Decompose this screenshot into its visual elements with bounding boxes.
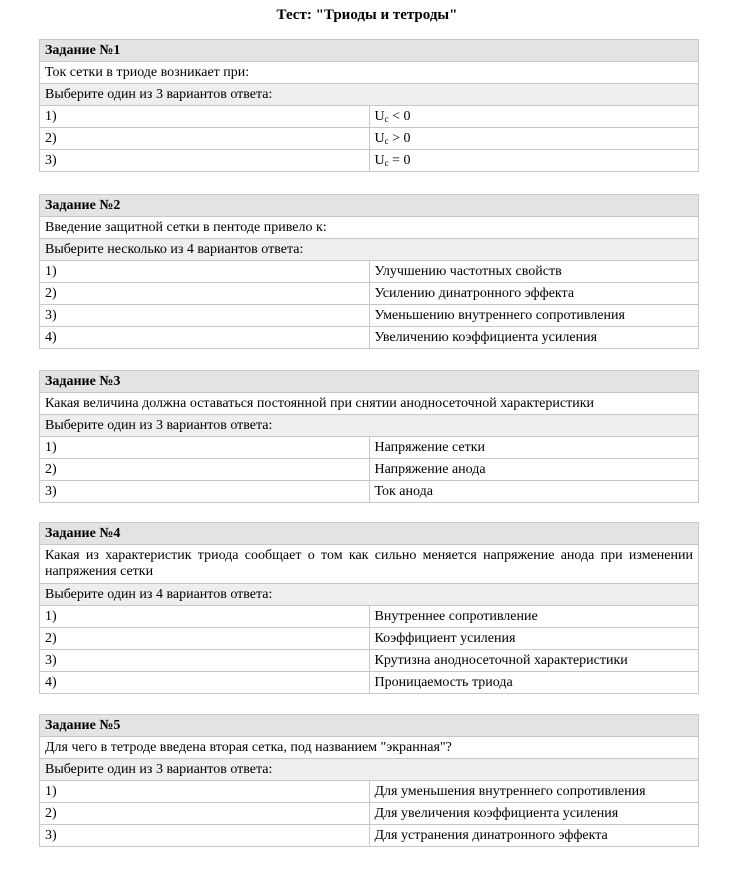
answer-number: 4) xyxy=(40,672,370,694)
task-question: Какая из характеристик триода сообщает о том как сильно меняется напряжение анода при изменении напряжения сетки xyxy=(40,545,699,584)
answer-option[interactable] xyxy=(40,606,699,628)
answer-option[interactable] xyxy=(40,459,699,481)
answer-text: Для уменьшения внутреннего сопротивления xyxy=(369,781,699,803)
answer-text: Уменьшению внутреннего сопротивления xyxy=(369,305,699,327)
answer-text: Улучшению частотных свойств xyxy=(369,261,699,283)
answer-number: 3) xyxy=(40,305,370,327)
task-1 xyxy=(39,39,699,172)
answer-text: Коэффициент усиления xyxy=(369,628,699,650)
answer-number: 3) xyxy=(40,650,370,672)
task-header: Задание №1 xyxy=(40,40,699,62)
answer-option[interactable] xyxy=(40,305,699,327)
answer-text xyxy=(369,128,699,150)
answer-option[interactable] xyxy=(40,481,699,503)
answer-subscript: c xyxy=(384,157,389,168)
task-5 xyxy=(39,714,699,847)
answer-option[interactable] xyxy=(40,672,699,694)
answer-number: 2) xyxy=(40,283,370,305)
task-2 xyxy=(39,194,699,349)
answer-text: Напряжение анода xyxy=(369,459,699,481)
answer-number: 2) xyxy=(40,803,370,825)
task-header: Задание №4 xyxy=(40,523,699,545)
answer-number: 3) xyxy=(40,825,370,847)
answer-variable: U xyxy=(374,108,385,124)
answer-text xyxy=(369,106,699,128)
task-question: Ток сетки в триоде возникает при: xyxy=(40,62,699,84)
answer-subscript: c xyxy=(384,113,389,124)
answer-option[interactable] xyxy=(40,327,699,349)
answer-number: 4) xyxy=(40,327,370,349)
answer-number: 2) xyxy=(40,459,370,481)
answer-option[interactable] xyxy=(40,283,699,305)
answer-subscript: c xyxy=(384,135,389,146)
answer-number: 1) xyxy=(40,781,370,803)
answer-option[interactable] xyxy=(40,261,699,283)
task-instruction: Выберите один из 3 вариантов ответа: xyxy=(40,415,699,437)
answer-option[interactable] xyxy=(40,150,699,172)
answer-text: Напряжение сетки xyxy=(369,437,699,459)
answer-variable: U xyxy=(374,152,385,168)
answer-text: Проницаемость триода xyxy=(369,672,699,694)
task-instruction: Выберите несколько из 4 вариантов ответа: xyxy=(40,239,699,261)
answer-condition: > 0 xyxy=(388,130,411,146)
answer-text: Усилению динатронного эффекта xyxy=(369,283,699,305)
answer-option[interactable] xyxy=(40,825,699,847)
answer-condition: < 0 xyxy=(388,108,411,124)
page-title: Тест: "Триоды и тетроды" xyxy=(276,7,458,23)
answer-number: 1) xyxy=(40,261,370,283)
task-instruction: Выберите один из 3 вариантов ответа: xyxy=(40,84,699,106)
task-question: Введение защитной сетки в пентоде привело к: xyxy=(40,217,699,239)
task-header: Задание №2 xyxy=(40,195,699,217)
answer-option[interactable] xyxy=(40,128,699,150)
answer-number: 1) xyxy=(40,606,370,628)
answer-number: 3) xyxy=(40,481,370,503)
task-header: Задание №5 xyxy=(40,715,699,737)
answer-text: Крутизна анодносеточной характеристики xyxy=(369,650,699,672)
answer-option[interactable] xyxy=(40,650,699,672)
task-4 xyxy=(39,522,699,694)
answer-text: Внутреннее сопротивление xyxy=(369,606,699,628)
answer-condition: = 0 xyxy=(388,152,411,168)
task-question: Какая величина должна оставаться постоянной при снятии анодносеточной характеристики xyxy=(40,393,699,415)
task-instruction: Выберите один из 3 вариантов ответа: xyxy=(40,759,699,781)
answer-variable: U xyxy=(374,130,385,146)
answer-option[interactable] xyxy=(40,781,699,803)
answer-option[interactable] xyxy=(40,803,699,825)
answer-number: 3) xyxy=(40,150,370,172)
task-instruction: Выберите один из 4 вариантов ответа: xyxy=(40,584,699,606)
answer-text: Ток анода xyxy=(369,481,699,503)
answer-option[interactable] xyxy=(40,628,699,650)
answer-text: Для увеличения коэффициента усиления xyxy=(369,803,699,825)
answer-option[interactable] xyxy=(40,106,699,128)
answer-number: 1) xyxy=(40,106,370,128)
task-header: Задание №3 xyxy=(40,371,699,393)
task-3 xyxy=(39,370,699,503)
answer-number: 2) xyxy=(40,628,370,650)
answer-text: Для устранения динатронного эффекта xyxy=(369,825,699,847)
answer-text xyxy=(369,150,699,172)
answer-option[interactable] xyxy=(40,437,699,459)
answer-text: Увеличению коэффициента усиления xyxy=(369,327,699,349)
task-question: Для чего в тетроде введена вторая сетка, под названием "экранная"? xyxy=(40,737,699,759)
answer-number: 2) xyxy=(40,128,370,150)
answer-number: 1) xyxy=(40,437,370,459)
